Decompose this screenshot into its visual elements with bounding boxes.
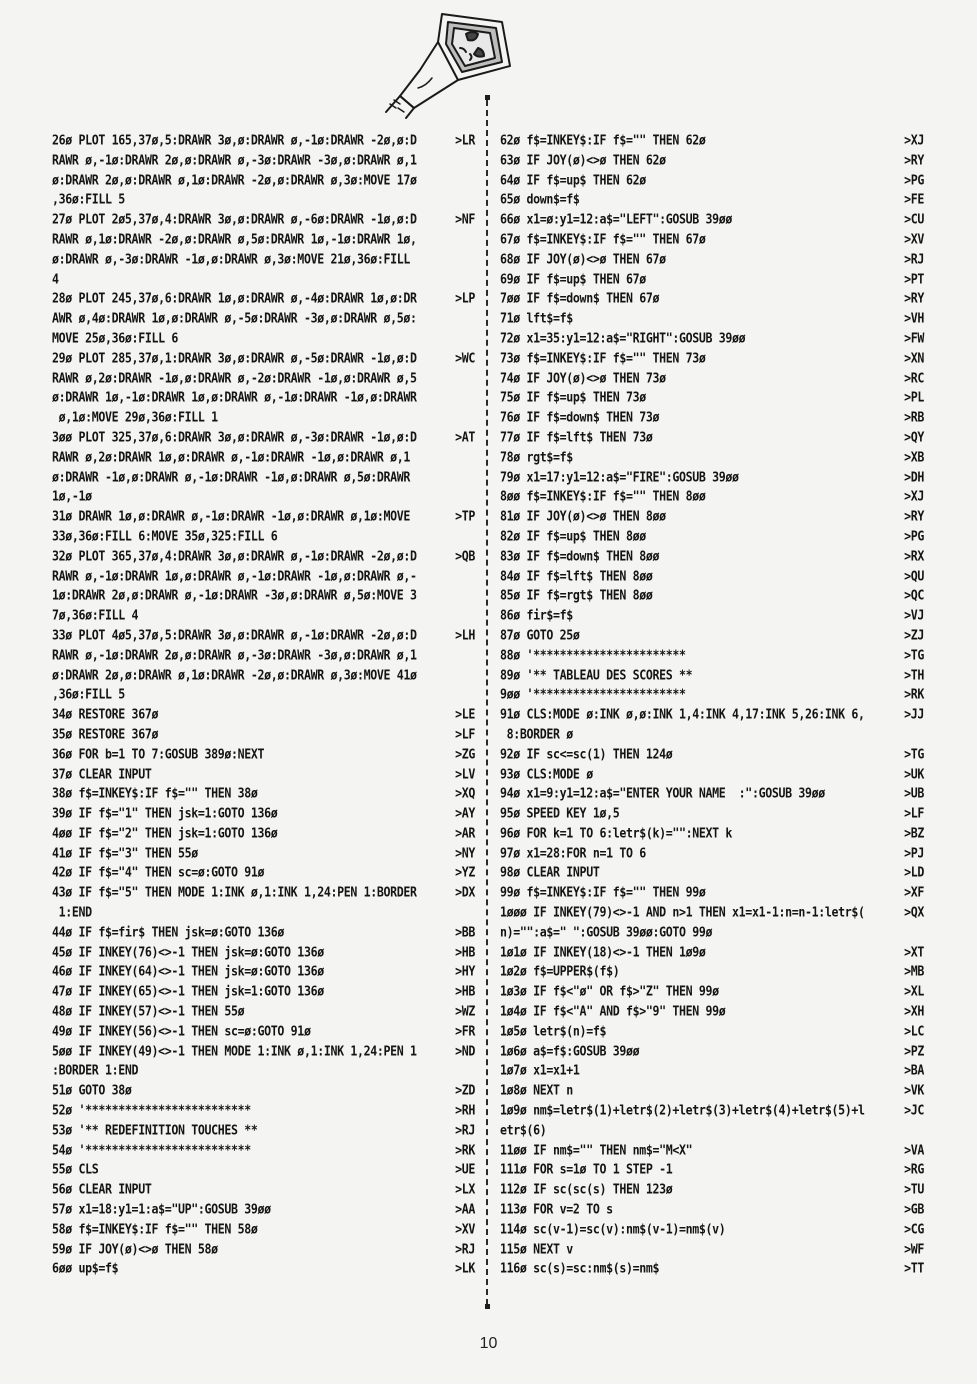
listing-column-left bbox=[52, 131, 475, 1279]
checksum: >QB bbox=[455, 547, 475, 564]
checksum: >LV bbox=[455, 765, 475, 782]
code-text: 4 bbox=[52, 270, 59, 287]
code-text: 6øø up$=f$ bbox=[52, 1260, 119, 1277]
checksum: >RK bbox=[904, 686, 924, 703]
listing-line bbox=[500, 348, 924, 370]
code-text: 63ø IF JOY(ø)<>ø THEN 62ø bbox=[500, 151, 666, 168]
listing-line bbox=[52, 744, 475, 766]
listing-line bbox=[500, 1219, 924, 1241]
code-text: 7øø IF f$=down$ THEN 67ø bbox=[500, 290, 660, 307]
code-text: ø,1ø:MOVE 29ø,36ø:FILL 1 bbox=[52, 409, 218, 425]
listing-line bbox=[52, 1100, 475, 1122]
listing-line bbox=[52, 150, 475, 172]
code-text: 1ø1ø IF INKEY(18)<>-1 THEN 1ø9ø bbox=[500, 943, 706, 960]
code-text: 87ø GOTO 25ø bbox=[500, 626, 580, 643]
code-text: 64ø IF f$=up$ THEN 62ø bbox=[500, 171, 646, 188]
code-text: 37ø CLEAR INPUT bbox=[52, 765, 152, 782]
checksum: >TP bbox=[455, 508, 475, 524]
column-divider bbox=[486, 100, 488, 1305]
code-text: 1ø9ø nm$=letr$(1)+letr$(2)+letr$(3)+letr$(4)+letr$(5)+l bbox=[500, 1102, 865, 1118]
listing-line bbox=[500, 1100, 924, 1122]
checksum: >TG bbox=[904, 745, 924, 762]
code-text: 68ø IF JOY(ø)<>ø THEN 67ø bbox=[500, 250, 666, 267]
code-text: 41ø IF f$="3" THEN 55ø bbox=[52, 844, 198, 861]
code-text: 52ø '************************* bbox=[52, 1102, 251, 1118]
checksum: >HB bbox=[455, 983, 475, 999]
checksum: >FR bbox=[455, 1022, 475, 1039]
checksum: >WC bbox=[455, 349, 475, 366]
code-text: 53ø '** REDEFINITION TOUCHES ** bbox=[52, 1121, 258, 1138]
code-text: 1ø,-1ø bbox=[52, 488, 92, 505]
listing-line bbox=[52, 902, 475, 924]
code-text: 111ø FOR s=1ø TO 1 STEP -1 bbox=[500, 1161, 673, 1178]
code-text: 1ø7ø x1=x1+1 bbox=[500, 1062, 580, 1079]
code-text: 1ø3ø IF f$<"ø" OR f$>"Z" THEN 99ø bbox=[500, 983, 719, 999]
listing-line bbox=[52, 1120, 475, 1142]
checksum: >CG bbox=[904, 1220, 924, 1237]
listing-line bbox=[52, 704, 475, 726]
checksum: >LP bbox=[455, 290, 475, 307]
listing-line bbox=[500, 645, 924, 667]
code-text: 33ø PLOT 4ø5,37ø,5:DRAWR 3ø,ø:DRAWR ø,-1ø:DRAWR -2ø,ø:D bbox=[52, 626, 417, 643]
code-text: 4øø IF f$="2" THEN jsk=1:GOTO 136ø bbox=[52, 824, 278, 841]
code-text: 116ø sc(s)=sc:nm$(s)=nm$ bbox=[500, 1260, 660, 1277]
checksum: >QY bbox=[904, 429, 924, 445]
listing-line bbox=[500, 249, 924, 271]
code-text: 54ø '************************* bbox=[52, 1141, 251, 1158]
code-text: 29ø PLOT 285,37ø,1:DRAWR 3ø,ø:DRAWR ø,-5ø:DRAWR -1ø,ø:D bbox=[52, 349, 417, 366]
code-text: 49ø IF INKEY(56)<>-1 THEN sc=ø:GOTO 91ø bbox=[52, 1022, 311, 1039]
listing-line bbox=[500, 823, 924, 845]
code-text: 96ø FOR k=1 TO 6:letr$(k)="":NEXT k bbox=[500, 824, 733, 841]
code-text: 78ø rgt$=f$ bbox=[500, 448, 573, 465]
code-text: RAWR ø,1ø:DRAWR -2ø,ø:DRAWR ø,5ø:DRAWR 1ø,-1ø:DRAWR 1ø, bbox=[52, 231, 417, 247]
code-text: RAWR ø,-1ø:DRAWR 2ø,ø:DRAWR ø,-3ø:DRAWR -3ø,ø:DRAWR ø,1 bbox=[52, 151, 417, 168]
checksum: >VH bbox=[904, 310, 924, 326]
checksum: >LC bbox=[904, 1022, 924, 1039]
code-text: 93ø CLS:MODE ø bbox=[500, 765, 593, 782]
code-text: ,36ø:FILL 5 bbox=[52, 686, 125, 703]
checksum: >VA bbox=[904, 1141, 924, 1158]
checksum: >QC bbox=[904, 587, 924, 604]
code-text: 91ø CLS:MODE ø:INK ø,ø:INK 1,4:INK 4,17:INK 5,26:INK 6, bbox=[500, 706, 865, 722]
code-text: 1ø:DRAWR 2ø,ø:DRAWR ø,-1ø:DRAWR -3ø,ø:DRAWR ø,5ø:MOVE 3 bbox=[52, 587, 417, 604]
code-text: 55ø CLS bbox=[52, 1161, 99, 1178]
listing-line bbox=[500, 328, 924, 350]
checksum: >RJ bbox=[455, 1240, 475, 1257]
code-text: 1:END bbox=[52, 904, 92, 920]
code-text: 88ø '*********************** bbox=[500, 646, 686, 663]
checksum: >HY bbox=[455, 963, 475, 980]
code-text: 44ø IF f$=fir$ THEN jsk=ø:GOTO 136ø bbox=[52, 923, 285, 940]
code-text: ø:DRAWR 2ø,ø:DRAWR ø,1ø:DRAWR -2ø,ø:DRAWR ø,3ø:MOVE 41ø bbox=[52, 666, 417, 683]
checksum: >LF bbox=[904, 805, 924, 821]
listing-line bbox=[500, 1199, 924, 1221]
checksum: >RY bbox=[904, 290, 924, 307]
checksum: >JJ bbox=[904, 706, 924, 722]
checksum: >FE bbox=[904, 191, 924, 208]
listing-line bbox=[500, 1120, 924, 1142]
listing-line bbox=[500, 447, 924, 469]
checksum: >QU bbox=[904, 567, 924, 584]
code-text: 113ø FOR v=2 TO s bbox=[500, 1201, 613, 1217]
checksum: >XL bbox=[904, 983, 924, 999]
code-text: 1øøø IF INKEY(79)<>-1 AND n>1 THEN x1=x1-1:n=n-1:letr$( bbox=[500, 904, 865, 920]
checksum: >LX bbox=[455, 1181, 475, 1197]
listing-line bbox=[500, 130, 924, 152]
code-text: ø:DRAWR -1ø,ø:DRAWR ø,-1ø:DRAWR -1ø,ø:DRAWR ø,5ø:DRAWR bbox=[52, 468, 411, 485]
listing-line bbox=[52, 645, 475, 667]
checksum: >RC bbox=[904, 369, 924, 386]
code-text: :BORDER 1:END bbox=[52, 1062, 139, 1079]
checksum: >XH bbox=[904, 1003, 924, 1019]
code-text: 28ø PLOT 245,37ø,6:DRAWR 1ø,ø:DRAWR ø,-4ø:DRAWR 1ø,ø:DR bbox=[52, 290, 417, 307]
checksum: >RJ bbox=[904, 250, 924, 267]
checksum: >RJ bbox=[455, 1121, 475, 1138]
checksum: >TG bbox=[904, 646, 924, 663]
listing-line bbox=[52, 1001, 475, 1023]
checksum: >XV bbox=[904, 231, 924, 247]
listing-line bbox=[52, 427, 475, 449]
checksum: >PT bbox=[904, 270, 924, 287]
code-text: 65ø down$=f$ bbox=[500, 191, 580, 208]
checksum: >DH bbox=[904, 468, 924, 485]
checksum: >CU bbox=[904, 211, 924, 227]
code-text: 72ø x1=35:y1=12:a$="RIGHT":GOSUB 39øø bbox=[500, 330, 746, 346]
code-text: 47ø IF INKEY(65)<>-1 THEN jsk=1:GOTO 136ø bbox=[52, 983, 324, 999]
listing-line bbox=[500, 150, 924, 172]
checksum: >MB bbox=[904, 963, 924, 980]
code-text: 7ø,36ø:FILL 4 bbox=[52, 607, 139, 623]
code-text: 75ø IF f$=up$ THEN 73ø bbox=[500, 389, 646, 406]
checksum: >TU bbox=[904, 1181, 924, 1197]
listing-line bbox=[52, 1021, 475, 1043]
code-text: 8øø f$=INKEY$:IF f$="" THEN 8øø bbox=[500, 488, 706, 505]
code-text: 86ø fir$=f$ bbox=[500, 607, 573, 623]
code-text: 84ø IF f$=lft$ THEN 8øø bbox=[500, 567, 653, 584]
listing-line bbox=[52, 348, 475, 370]
checksum: >BZ bbox=[904, 824, 924, 841]
checksum: >UE bbox=[455, 1161, 475, 1178]
listing-line bbox=[500, 625, 924, 647]
checksum: >QX bbox=[904, 904, 924, 920]
listing-line bbox=[52, 328, 475, 350]
checksum: >AR bbox=[455, 824, 475, 841]
code-text: 97ø x1=28:FOR n=1 TO 6 bbox=[500, 844, 646, 861]
code-text: 9øø '*********************** bbox=[500, 686, 686, 703]
listing-line bbox=[500, 1021, 924, 1043]
code-text: 45ø IF INKEY(76)<>-1 THEN jsk=ø:GOTO 136ø bbox=[52, 943, 324, 960]
code-text: 71ø lft$=f$ bbox=[500, 310, 573, 326]
code-text: AWR ø,4ø:DRAWR 1ø,ø:DRAWR ø,-5ø:DRAWR -3ø,ø:DRAWR ø,5ø: bbox=[52, 310, 417, 326]
code-text: 1ø8ø NEXT n bbox=[500, 1082, 573, 1098]
checksum: >RX bbox=[904, 547, 924, 564]
checksum: >WF bbox=[904, 1240, 924, 1257]
checksum: >XT bbox=[904, 943, 924, 960]
code-text: ø:DRAWR ø,-3ø:DRAWR -1ø,ø:DRAWR ø,3ø:MOVE 21ø,36ø:FILL bbox=[52, 250, 411, 267]
listing-line bbox=[500, 546, 924, 568]
checksum: >NY bbox=[455, 844, 475, 861]
checksum: >AT bbox=[455, 429, 475, 445]
listing-line bbox=[500, 1258, 924, 1280]
code-text: n)="":a$=" ":GOSUB 39øø:GOTO 99ø bbox=[500, 923, 713, 940]
code-text: 112ø IF sc(sc(s) THEN 123ø bbox=[500, 1181, 673, 1197]
checksum: >UK bbox=[904, 765, 924, 782]
checksum: >AY bbox=[455, 805, 475, 821]
code-text: 74ø IF JOY(ø)<>ø THEN 73ø bbox=[500, 369, 666, 386]
listing-line bbox=[52, 506, 475, 528]
code-text: 26ø PLOT 165,37ø,5:DRAWR 3ø,ø:DRAWR ø,-1ø:DRAWR -2ø,ø:D bbox=[52, 132, 417, 148]
code-text: 76ø IF f$=down$ THEN 73ø bbox=[500, 409, 660, 425]
code-text: 8:BORDER ø bbox=[500, 725, 573, 742]
checksum: >XB bbox=[904, 448, 924, 465]
code-text: ø:DRAWR 2ø,ø:DRAWR ø,1ø:DRAWR -2ø,ø:DRAWR ø,3ø:MOVE 17ø bbox=[52, 171, 417, 188]
listing-line bbox=[52, 922, 475, 944]
listing-line bbox=[500, 506, 924, 528]
code-text: 62ø f$=INKEY$:IF f$="" THEN 62ø bbox=[500, 132, 706, 148]
listing-line bbox=[52, 1199, 475, 1221]
checksum: >FW bbox=[904, 330, 924, 346]
code-text: 33ø,36ø:FILL 6:MOVE 35ø,325:FILL 6 bbox=[52, 527, 278, 544]
code-text: 35ø RESTORE 367ø bbox=[52, 725, 159, 742]
code-text: RAWR ø,2ø:DRAWR 1ø,ø:DRAWR ø,-1ø:DRAWR -1ø,ø:DRAWR ø,1 bbox=[52, 448, 411, 465]
divider-dot-top bbox=[485, 95, 490, 100]
code-text: 69ø IF f$=up$ THEN 67ø bbox=[500, 270, 646, 287]
checksum: >LH bbox=[455, 626, 475, 643]
code-text: 77ø IF f$=lft$ THEN 73ø bbox=[500, 429, 653, 445]
code-text: 58ø f$=INKEY$:IF f$="" THEN 58ø bbox=[52, 1220, 258, 1237]
checksum: >PZ bbox=[904, 1042, 924, 1059]
listing-line bbox=[52, 546, 475, 568]
checksum: >PL bbox=[904, 389, 924, 406]
checksum: >HB bbox=[455, 943, 475, 960]
listing-line bbox=[500, 724, 924, 746]
code-text: 38ø f$=INKEY$:IF f$="" THEN 38ø bbox=[52, 785, 258, 802]
listing-line bbox=[52, 724, 475, 746]
checksum: >RH bbox=[455, 1102, 475, 1118]
checksum: >JC bbox=[904, 1102, 924, 1118]
code-text: 94ø x1=9:y1=12:a$="ENTER YOUR NAME :":GOSUB 39øø bbox=[500, 785, 825, 802]
code-text: 39ø IF f$="1" THEN jsk=1:GOTO 136ø bbox=[52, 805, 278, 821]
checksum: >RY bbox=[904, 151, 924, 168]
listing-line bbox=[500, 922, 924, 944]
code-text: ,36ø:FILL 5 bbox=[52, 191, 125, 208]
code-text: etr$(6) bbox=[500, 1121, 547, 1138]
checksum: >WZ bbox=[455, 1003, 475, 1019]
checksum: >VJ bbox=[904, 607, 924, 623]
code-text: 92ø IF sc<=sc(1) THEN 124ø bbox=[500, 745, 673, 762]
checksum: >AA bbox=[455, 1201, 475, 1217]
code-text: 85ø IF f$=rgt$ THEN 8øø bbox=[500, 587, 653, 604]
code-text: 1ø5ø letr$(n)=f$ bbox=[500, 1022, 607, 1039]
code-text: 46ø IF INKEY(64)<>-1 THEN jsk=ø:GOTO 136ø bbox=[52, 963, 324, 980]
checksum: >XN bbox=[904, 349, 924, 366]
checksum: >VK bbox=[904, 1082, 924, 1098]
checksum: >RG bbox=[904, 1161, 924, 1178]
listing-line bbox=[500, 803, 924, 825]
code-text: 42ø IF f$="4" THEN sc=ø:GOTO 91ø bbox=[52, 864, 265, 881]
code-text: RAWR ø,2ø:DRAWR -1ø,ø:DRAWR ø,-2ø:DRAWR -1ø,ø:DRAWR ø,5 bbox=[52, 369, 417, 386]
checksum: >RY bbox=[904, 508, 924, 524]
tv-monitor-with-hand-icon bbox=[380, 8, 530, 120]
checksum: >XF bbox=[904, 884, 924, 901]
code-text: 79ø x1=17:y1=12:a$="FIRE":GOSUB 39øø bbox=[500, 468, 739, 485]
code-text: 48ø IF INKEY(57)<>-1 THEN 55ø bbox=[52, 1003, 245, 1019]
checksum: >BB bbox=[455, 923, 475, 940]
listing-line bbox=[52, 605, 475, 627]
listing-line bbox=[52, 447, 475, 469]
divider-dot-bottom bbox=[485, 1304, 490, 1309]
checksum: >BA bbox=[904, 1062, 924, 1079]
code-text: 82ø IF f$=up$ THEN 8øø bbox=[500, 527, 646, 544]
checksum: >ND bbox=[455, 1042, 475, 1059]
code-text: 1ø6ø a$=f$:GOSUB 39øø bbox=[500, 1042, 640, 1059]
checksum: >XQ bbox=[455, 785, 475, 802]
checksum: >XJ bbox=[904, 132, 924, 148]
code-text: 1ø4ø IF f$<"A" AND f$>"9" THEN 99ø bbox=[500, 1003, 726, 1019]
listing-line bbox=[500, 744, 924, 766]
code-text: 34ø RESTORE 367ø bbox=[52, 706, 159, 722]
checksum: >PG bbox=[904, 527, 924, 544]
checksum: >ZD bbox=[455, 1082, 475, 1098]
code-text: ø:DRAWR 1ø,-1ø:DRAWR 1ø,ø:DRAWR ø,-1ø:DRAWR -1ø,ø:DRAWR bbox=[52, 389, 417, 406]
code-text: 59ø IF JOY(ø)<>ø THEN 58ø bbox=[52, 1240, 218, 1257]
checksum: >GB bbox=[904, 1201, 924, 1217]
listing-line bbox=[500, 1001, 924, 1023]
code-text: 31ø DRAWR 1ø,ø:DRAWR ø,-1ø:DRAWR -1ø,ø:DRAWR ø,1ø:MOVE bbox=[52, 508, 411, 524]
checksum: >XV bbox=[455, 1220, 475, 1237]
checksum: >LF bbox=[455, 725, 475, 742]
code-text: 99ø f$=INKEY$:IF f$="" THEN 99ø bbox=[500, 884, 706, 901]
checksum: >LE bbox=[455, 706, 475, 722]
checksum: >LK bbox=[455, 1260, 475, 1277]
listing-line bbox=[52, 823, 475, 845]
listing-line bbox=[52, 526, 475, 548]
listing-line bbox=[52, 625, 475, 647]
listing-line bbox=[500, 427, 924, 449]
checksum: >PG bbox=[904, 171, 924, 188]
code-text: 115ø NEXT v bbox=[500, 1240, 573, 1257]
code-text: 66ø x1=ø:y1=12:a$="LEFT":GOSUB 39øø bbox=[500, 211, 733, 227]
checksum: >XJ bbox=[904, 488, 924, 505]
listing-line bbox=[500, 605, 924, 627]
code-text: 32ø PLOT 365,37ø,4:DRAWR 3ø,ø:DRAWR ø,-1ø:DRAWR -2ø,ø:D bbox=[52, 547, 417, 564]
code-text: 1ø2ø f$=UPPER$(f$) bbox=[500, 963, 620, 980]
listing-line bbox=[500, 526, 924, 548]
listing-column-right bbox=[500, 131, 924, 1279]
code-text: 3øø PLOT 325,37ø,6:DRAWR 3ø,ø:DRAWR ø,-3ø:DRAWR -1ø,ø:D bbox=[52, 429, 417, 445]
code-text: 51ø GOTO 38ø bbox=[52, 1082, 132, 1098]
checksum: >LR bbox=[455, 132, 475, 148]
checksum: >NF bbox=[455, 211, 475, 227]
code-text: 27ø PLOT 2ø5,37ø,4:DRAWR 3ø,ø:DRAWR ø,-6ø:DRAWR -1ø,ø:D bbox=[52, 211, 417, 227]
listing-line bbox=[52, 1258, 475, 1280]
code-text: 56ø CLEAR INPUT bbox=[52, 1181, 152, 1197]
checksum: >ZJ bbox=[904, 626, 924, 643]
code-text: 95ø SPEED KEY 1ø,5 bbox=[500, 805, 620, 821]
code-text: 67ø f$=INKEY$:IF f$="" THEN 67ø bbox=[500, 231, 706, 247]
listing-line bbox=[500, 902, 924, 924]
page-number: 10 bbox=[479, 1335, 498, 1352]
checksum: >RK bbox=[455, 1141, 475, 1158]
code-text: RAWR ø,-1ø:DRAWR 2ø,ø:DRAWR ø,-3ø:DRAWR -3ø,ø:DRAWR ø,1 bbox=[52, 646, 417, 663]
checksum: >TT bbox=[904, 1260, 924, 1277]
listing-line bbox=[52, 249, 475, 271]
checksum: >RB bbox=[904, 409, 924, 425]
listing-line bbox=[52, 1219, 475, 1241]
checksum: >TH bbox=[904, 666, 924, 683]
code-text: 57ø x1=18:y1=1:a$="UP":GOSUB 39øø bbox=[52, 1201, 271, 1217]
code-text: 36ø FOR b=1 TO 7:GOSUB 389ø:NEXT bbox=[52, 745, 265, 762]
code-text: 98ø CLEAR INPUT bbox=[500, 864, 600, 881]
listing-line bbox=[52, 130, 475, 152]
code-text: 73ø f$=INKEY$:IF f$="" THEN 73ø bbox=[500, 349, 706, 366]
checksum: >YZ bbox=[455, 864, 475, 881]
checksum: >ZG bbox=[455, 745, 475, 762]
listing-line bbox=[500, 229, 924, 251]
code-text: 43ø IF f$="5" THEN MODE 1:INK ø,1:INK 1,24:PEN 1:BORDER bbox=[52, 884, 417, 901]
code-text: 11øø IF nm$="" THEN nm$="M<X" bbox=[500, 1141, 693, 1158]
code-text: 81ø IF JOY(ø)<>ø THEN 8øø bbox=[500, 508, 666, 524]
checksum: >PJ bbox=[904, 844, 924, 861]
code-text: 89ø '** TABLEAU DES SCORES ** bbox=[500, 666, 693, 683]
code-text: 114ø sc(v-1)=sc(v):nm$(v-1)=nm$(v) bbox=[500, 1220, 726, 1237]
listing-line bbox=[52, 803, 475, 825]
code-text: 5øø IF INKEY(49)<>-1 THEN MODE 1:INK ø,1:INK 1,24:PEN 1 bbox=[52, 1042, 417, 1059]
checksum: >LD bbox=[904, 864, 924, 881]
code-text: RAWR ø,-1ø:DRAWR 1ø,ø:DRAWR ø,-1ø:DRAWR -1ø,ø:DRAWR ø,- bbox=[52, 567, 417, 584]
checksum: >DX bbox=[455, 884, 475, 901]
listing-line bbox=[500, 704, 924, 726]
code-text: 83ø IF f$=down$ THEN 8øø bbox=[500, 547, 660, 564]
code-text: MOVE 25ø,36ø:FILL 6 bbox=[52, 330, 178, 346]
checksum: >UB bbox=[904, 785, 924, 802]
listing-line bbox=[52, 229, 475, 251]
